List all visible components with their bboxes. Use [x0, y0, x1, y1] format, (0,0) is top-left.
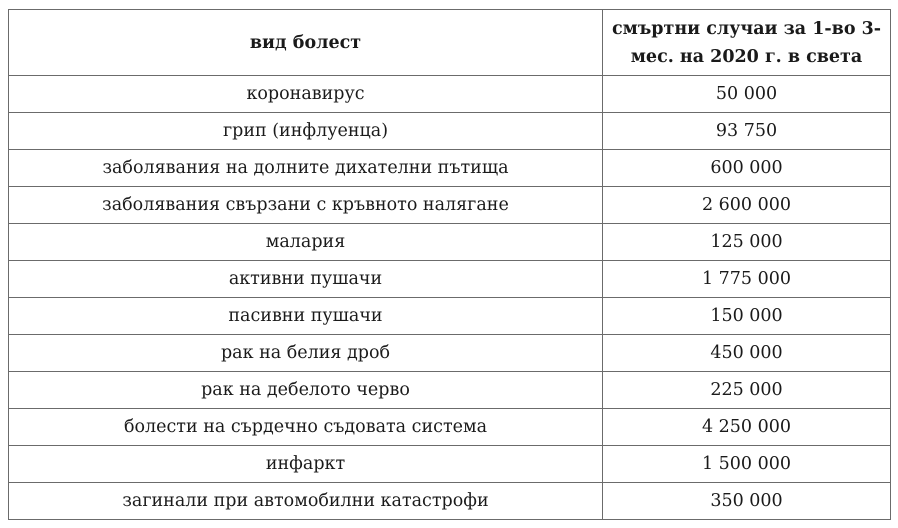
disease-cell: заболявания свързани с кръвното налягане	[9, 187, 603, 224]
table-row	[9, 150, 891, 187]
table-row	[9, 446, 891, 483]
disease-cell: заболявания на долните дихателни пътища	[9, 150, 603, 187]
deaths-cell: 150 000	[603, 298, 891, 335]
table-row	[9, 76, 891, 113]
disease-cell: рак на белия дроб	[9, 335, 603, 372]
deaths-cell: 225 000	[603, 372, 891, 409]
header-disease-type: вид болест	[9, 10, 603, 76]
table-row	[9, 261, 891, 298]
deaths-cell: 1 775 000	[603, 261, 891, 298]
deaths-cell: 50 000	[603, 76, 891, 113]
table-row	[9, 372, 891, 409]
deaths-cell: 1 500 000	[603, 446, 891, 483]
header-deaths-count: смъртни случаи за 1-во 3-мес. на 2020 г. в света	[603, 10, 891, 76]
deaths-cell: 450 000	[603, 335, 891, 372]
table-row	[9, 224, 891, 261]
table-row	[9, 187, 891, 224]
disease-cell: пасивни пушачи	[9, 298, 603, 335]
deaths-cell: 350 000	[603, 483, 891, 520]
disease-cell: коронавирус	[9, 76, 603, 113]
disease-cell: активни пушачи	[9, 261, 603, 298]
deaths-cell: 600 000	[603, 150, 891, 187]
disease-cell: рак на дебелото черво	[9, 372, 603, 409]
disease-cell: болести на сърдечно съдовата система	[9, 409, 603, 446]
disease-cell: малария	[9, 224, 603, 261]
table-row	[9, 298, 891, 335]
header-row	[9, 10, 891, 76]
deaths-cell: 93 750	[603, 113, 891, 150]
table-row	[9, 113, 891, 150]
deaths-cell: 2 600 000	[603, 187, 891, 224]
disease-cell: загинали при автомобилни катастрофи	[9, 483, 603, 520]
table-row	[9, 335, 891, 372]
deaths-cell: 4 250 000	[603, 409, 891, 446]
table-row	[9, 409, 891, 446]
disease-cell: инфаркт	[9, 446, 603, 483]
deaths-cell: 125 000	[603, 224, 891, 261]
table-row	[9, 483, 891, 520]
deaths-table-container	[8, 9, 890, 520]
disease-cell: грип (инфлуенца)	[9, 113, 603, 150]
deaths-table	[8, 9, 891, 520]
